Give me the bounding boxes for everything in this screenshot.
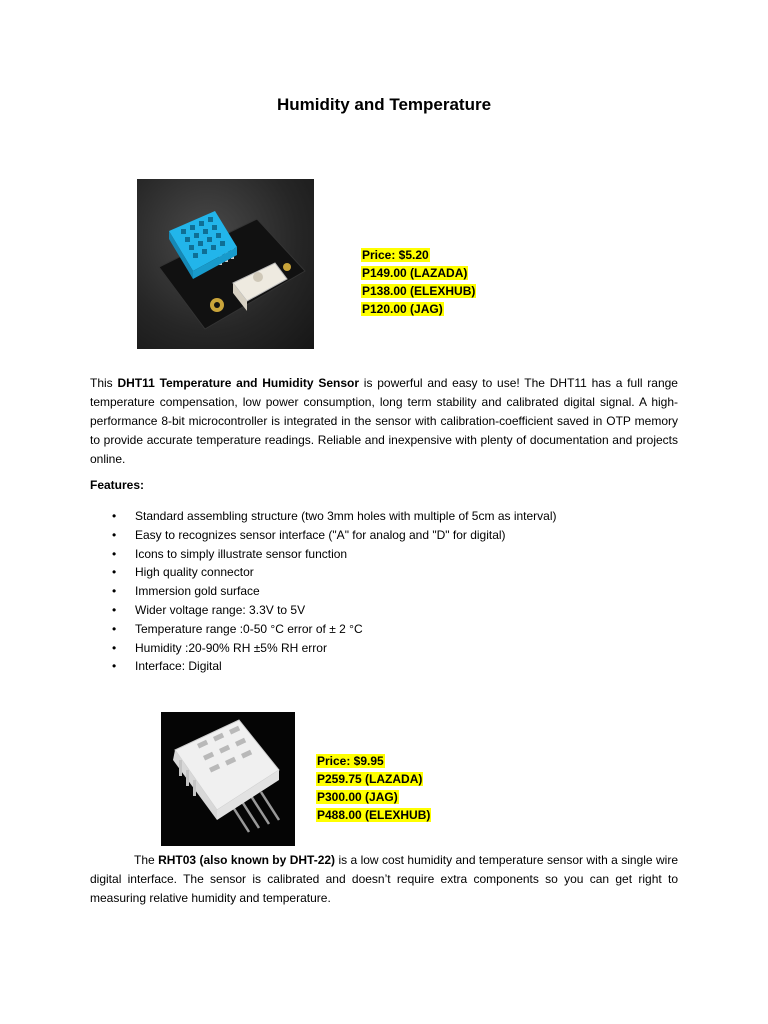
price-lazada: P149.00 (LAZADA) [362, 266, 468, 280]
description-text: is powerful and easy to use! The DHT11 has a full range temperature compensation, low power consumption, long term stability and calibrated digital signal. A high-performance 8-bit microcontroller is integrated in the sensor with calibration-coefficient saved in OTP memory to provide accurate temperature readings. Reliable and inexpensive with plenty of documentation and projects online. [90, 376, 678, 466]
price-usd: Price: $9.95 [317, 754, 384, 768]
list-item: • Easy to recognizes sensor interface ("A" for analog and "D" for digital) [90, 526, 557, 545]
page-title: Humidity and Temperature [276, 95, 492, 114]
dht22-description [90, 851, 678, 908]
list-item: • Icons to simply illustrate sensor function [90, 545, 557, 564]
list-item: • Temperature range :0-50 °C error of ± 2 °C [90, 620, 557, 639]
list-item: • Wider voltage range: 3.3V to 5V [90, 601, 557, 620]
dht22-sensor-image [161, 712, 295, 846]
list-item: • Standard assembling structure (two 3mm holes with multiple of 5cm as interval) [90, 507, 557, 526]
dht11-description [90, 374, 678, 469]
features-list [90, 507, 557, 676]
list-item: • Immersion gold surface [90, 582, 557, 601]
dht22-price-list [316, 752, 431, 824]
price-jag: P120.00 (JAG) [362, 302, 443, 316]
price-lazada: P259.75 (LAZADA) [317, 772, 423, 786]
price-usd: Price: $5.20 [362, 248, 429, 262]
dht11-sensor-image [137, 179, 314, 349]
list-item: • Interface: Digital [90, 657, 557, 676]
list-item: • High quality connector [90, 563, 557, 582]
price-elexhub: P138.00 (ELEXHUB) [362, 284, 476, 298]
list-item: • Humidity :20-90% RH ±5% RH error [90, 639, 557, 658]
product-name: RHT03 (also known by DHT-22) [158, 853, 336, 867]
price-elexhub: P488.00 (ELEXHUB) [317, 808, 431, 822]
price-jag: P300.00 (JAG) [317, 790, 398, 804]
dht11-price-list [361, 246, 476, 318]
features-heading: Features: [90, 478, 145, 492]
description-intro: This [90, 376, 118, 390]
description-text: is a low cost humidity and temperature sensor with a single wire digital interface. The sensor is calibrated and doesn’t require extra components so you can get right to measuring relative humidity and temperature. [90, 853, 678, 905]
product-name: DHT11 Temperature and Humidity Sensor [117, 376, 360, 390]
description-intro: The [134, 853, 159, 867]
